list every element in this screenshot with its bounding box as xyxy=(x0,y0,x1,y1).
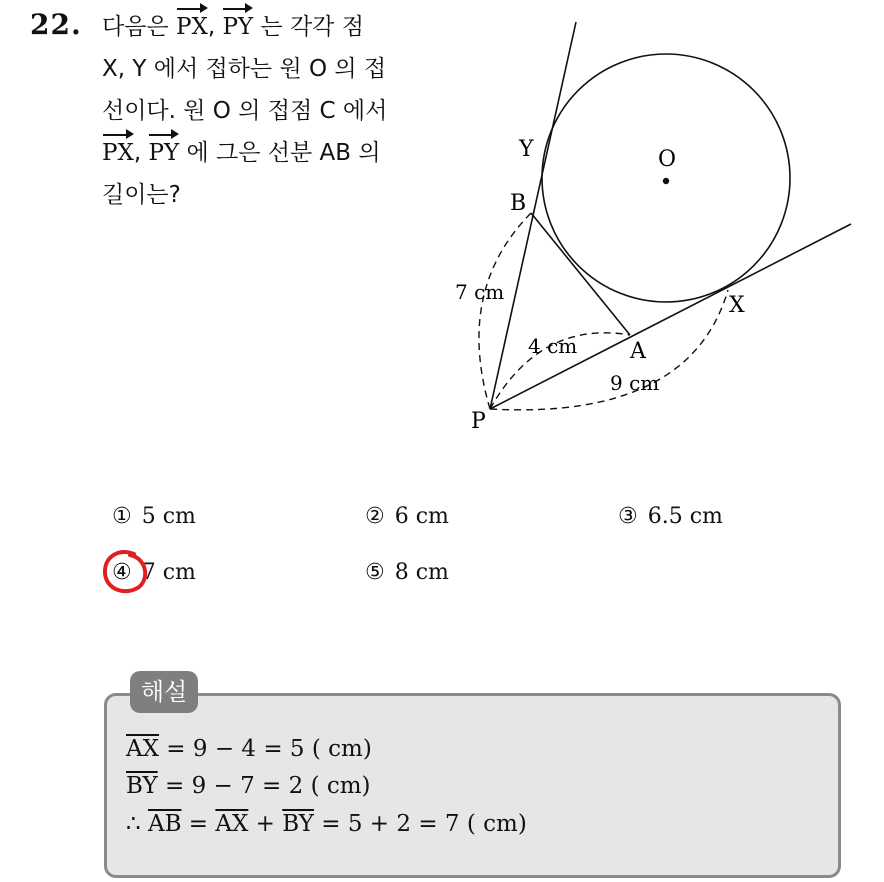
arc-pb-dashed xyxy=(479,213,531,409)
choice-number: ① xyxy=(112,503,132,529)
segment-ab: $\overline{AB}$ xyxy=(147,811,182,837)
choice-text: 5 cm xyxy=(141,504,196,529)
label-o: O xyxy=(658,147,677,172)
choice-number: ⑤ xyxy=(365,559,385,585)
equation-rest: = 5 + 2 = 7 ( cm) xyxy=(313,811,527,837)
selected-answer-mark xyxy=(100,548,152,598)
choice-number: ④ xyxy=(112,559,132,585)
center-point-o xyxy=(663,178,669,184)
solution-tab: 해설 xyxy=(130,671,198,713)
choice-3[interactable] xyxy=(618,504,723,529)
question-line-3: 선이다. 원 O 의 접점 C 에서 xyxy=(102,98,388,124)
tangent-line-px xyxy=(490,224,851,409)
segment-ax: $\overline{AX}$ xyxy=(215,811,249,837)
label-a: A xyxy=(630,339,646,364)
choice-text: 7 cm xyxy=(141,560,196,585)
question-line-2: X, Y 에서 접하는 원 O 의 접 xyxy=(102,56,387,82)
question-line-5: 길이는? xyxy=(102,182,181,208)
red-circle-stroke xyxy=(105,552,145,591)
segment-by: $\overline{BY}$ xyxy=(282,811,314,837)
label-b: B xyxy=(510,191,527,216)
vector-py: PY xyxy=(222,6,253,48)
segment-by: $\overline{BY}$ xyxy=(126,773,158,799)
equation-rest: = 9 − 4 = 5 ( cm) xyxy=(158,736,372,762)
vector-px: PX xyxy=(102,132,134,174)
segment-ax: $\overline{AX}$ xyxy=(126,736,159,762)
question-text-fragment: 다음은 xyxy=(102,14,169,40)
label-length-pa: 4 cm xyxy=(528,334,578,358)
label-length-px: 9 cm xyxy=(610,371,660,395)
comma: , xyxy=(207,14,216,40)
question-number: 22. xyxy=(30,8,82,41)
question-text-fragment: 는 각각 점 xyxy=(260,14,364,40)
solution-line-2 xyxy=(126,773,371,799)
solution-line-3 xyxy=(126,811,527,837)
choice-2[interactable] xyxy=(365,504,449,529)
choice-text: 6 cm xyxy=(394,504,449,529)
choice-5[interactable] xyxy=(365,560,449,585)
equation-rest: = 9 − 7 = 2 ( cm) xyxy=(157,773,371,799)
question-text-fragment: 에 그은 선분 AB 의 xyxy=(186,140,381,166)
equals: = xyxy=(181,811,216,837)
label-y: Y xyxy=(519,137,534,162)
label-p: P xyxy=(471,409,486,434)
plus: + xyxy=(248,811,283,837)
comma: , xyxy=(133,140,142,166)
choice-1[interactable] xyxy=(112,504,196,529)
label-length-pb: 7 cm xyxy=(455,280,505,304)
choice-number: ② xyxy=(365,503,385,529)
solution-line-1 xyxy=(126,736,372,762)
choice-text: 6.5 cm xyxy=(647,504,723,529)
vector-px: PX xyxy=(176,6,208,48)
choice-number: ③ xyxy=(618,503,638,529)
therefore-symbol: ∴ xyxy=(126,811,148,837)
choice-text: 8 cm xyxy=(394,560,449,585)
vector-py: PY xyxy=(148,132,179,174)
label-x: X xyxy=(729,293,745,318)
segment-ab xyxy=(531,213,630,335)
